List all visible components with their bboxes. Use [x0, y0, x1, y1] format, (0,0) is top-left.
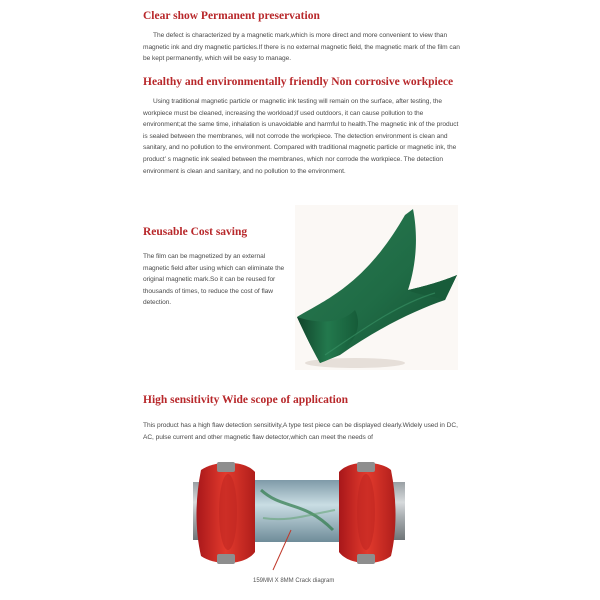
heading-healthy: Healthy and environmentally friendly Non corrosive workpiece — [143, 76, 454, 88]
film-graphic — [295, 205, 458, 370]
paragraph-high-sensitivity: This product has a high flaw detection sensitivity,A type test piece can be displayed clearly.Widely used in DC, AC, pulse current and other magnetic flaw detector,which can meet the needs of — [143, 422, 458, 441]
pipe-graphic — [193, 460, 405, 575]
paragraph-clear-show: The defect is characterized by a magnetic mark,which is more direct and more convenient to view than magnetic ink and dry magnetic particles.If there is no external magnetic field, the magnetic mark of the film can be kept permanently, which will be easy to manage. — [143, 32, 460, 63]
film-image — [295, 205, 458, 370]
heading-high-sensitivity: High sensitivity Wide scope of application — [143, 394, 349, 406]
pipe-image — [193, 460, 405, 575]
paragraph-healthy: Using traditional magnetic particle or magnetic ink testing will remain on the surface, after testing, the workpiece must be cleaned, increasing the workload;if used outdoors, it can cause pollution to the environment;at the same time, inhalation is unavoidable and harmful to health.The magnetic ink of the product is sealed between the membranes, will not corrode the workpiece. The detection environment is clean and sanitary, and no pollution to the environment. Compared with traditional magnetic particle or magnetic ink, the product’ s magnetic ink sealed between the membranes, which nor corrode the workpiece. The detection environment is clean and sanitary, and no pollution to the environment. — [143, 98, 459, 175]
heading-clear-show: Clear show Permanent preservation — [143, 10, 320, 22]
heading-reusable: Reusable Cost saving — [143, 226, 248, 238]
image-caption: 159MM X 8MM Crack diagram — [253, 578, 335, 584]
paragraph-reusable: The film can be magnetized by an external magnetic field after using which can eliminate the original magnetic mark.So it can be reused for thousands of times, to reduce the cost of flaw detection. — [143, 253, 285, 307]
